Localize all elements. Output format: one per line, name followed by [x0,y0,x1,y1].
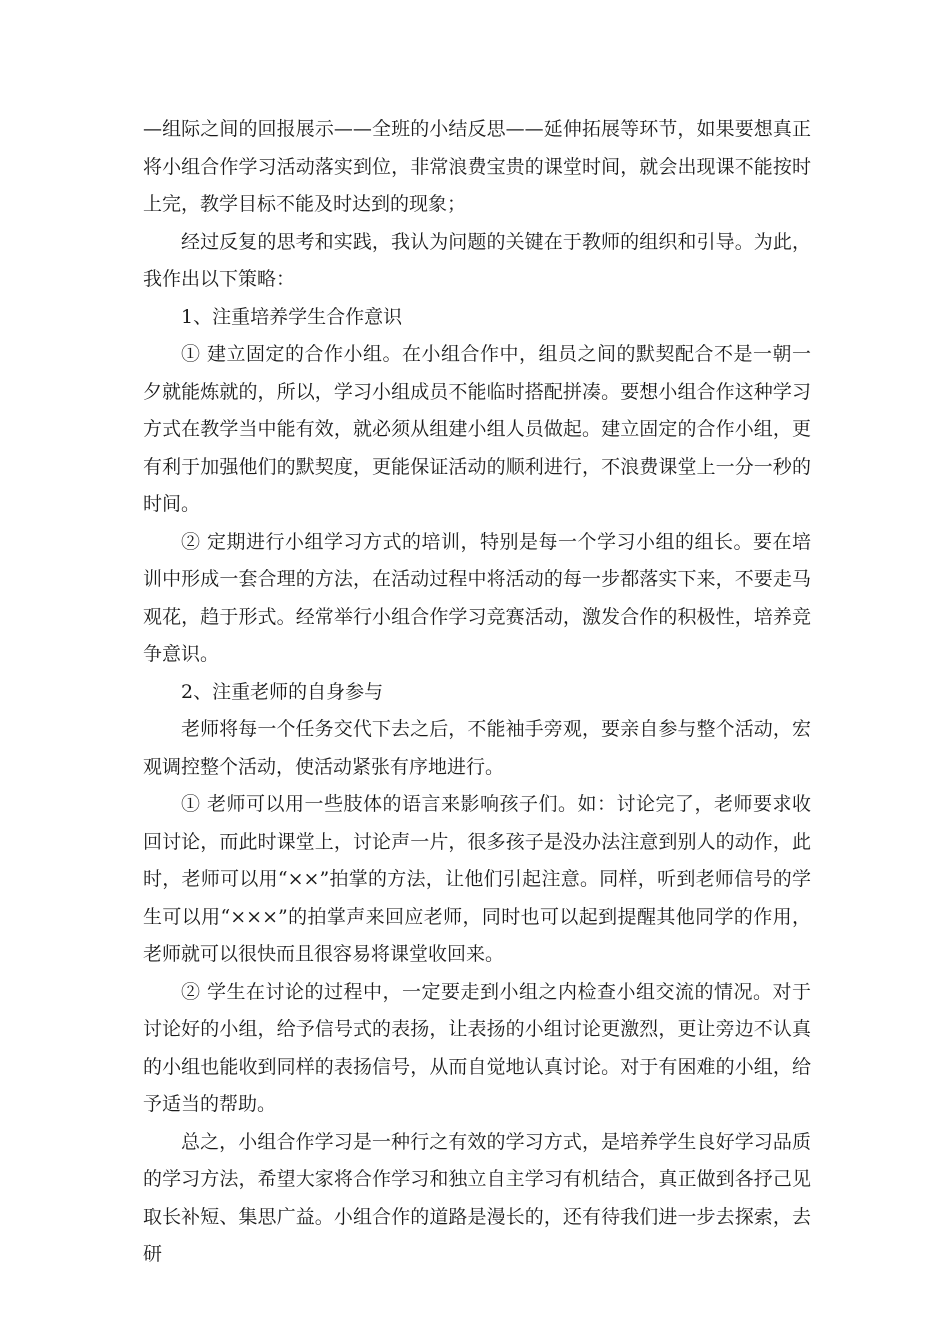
paragraph-body-language: ① 老师可以用一些肢体的语言来影响孩子们。如：讨论完了，老师要求收回讨论，而此时课堂上，讨论声一片，很多孩子是没办法注意到别人的动作，此时，老师可以用“××”拍掌的方法，让他们引起注意。同样，听到老师信号的学生可以用“×××”的拍掌声来回应老师，同时也可以起到提醒其他同学的作用，老师就可以很快而且很容易将课堂收回来。 [143,793,811,965]
paragraph-intro-strategy: 经过反复的思考和实践，我认为问题的关键在于教师的组织和引导。为此，我作出以下策略： [143,230,811,290]
paragraph-teacher-participation: 老师将每一个任务交代下去之后，不能袖手旁观，要亲自参与整个活动，宏观调控整个活动，使活动紧张有序地进行。 [143,718,811,778]
section-heading-2: 2、注重老师的自身参与 [181,680,384,703]
document-body [143,111,811,1274]
paragraph-group-check: ② 学生在讨论的过程中，一定要走到小组之内检查小组交流的情况。对于讨论好的小组，给予信号式的表扬，让表扬的小组讨论更激烈，更让旁边不认真的小组也能收到同样的表扬信号，从而自觉地认真讨论。对于有困难的小组，给予适当的帮助。 [143,980,811,1115]
section-heading-1: 1、注重培养学生合作意识 [181,305,403,328]
paragraph-group-training: ② 定期进行小组学习方式的培训，特别是每一个学习小组的组长。要在培训中形成一套合理的方法，在活动过程中将活动的每一步都落实下来，不要走马观花，趋于形式。经常举行小组合作学习竞赛活动，激发合作的积极性，培养竞争意识。 [143,530,811,665]
paragraph-fixed-groups: ① 建立固定的合作小组。在小组合作中，组员之间的默契配合不是一朝一夕就能炼就的，所以，学习小组成员不能临时搭配拼凑。要想小组合作这种学习方式在教学当中能有效，就必须从组建小组人员做起。建立固定的合作小组，更有利于加强他们的默契度，更能保证活动的顺利进行，不浪费课堂上一分一秒的时间。 [143,343,811,515]
paragraph-continuation: —组际之间的回报展示——全班的小结反思——延伸拓展等环节，如果要想真正将小组合作学习活动落实到位，非常浪费宝贵的课堂时间，就会出现课不能按时上完，教学目标不能及时达到的现象； [143,118,811,215]
paragraph-conclusion: 总之，小组合作学习是一种行之有效的学习方式，是培养学生良好学习品质的学习方法，希望大家将合作学习和独立自主学习有机结合，真正做到各抒己见取长补短、集思广益。小组合作的道路是漫长的，还有待我们进一步去探索，去研 [143,1130,811,1265]
